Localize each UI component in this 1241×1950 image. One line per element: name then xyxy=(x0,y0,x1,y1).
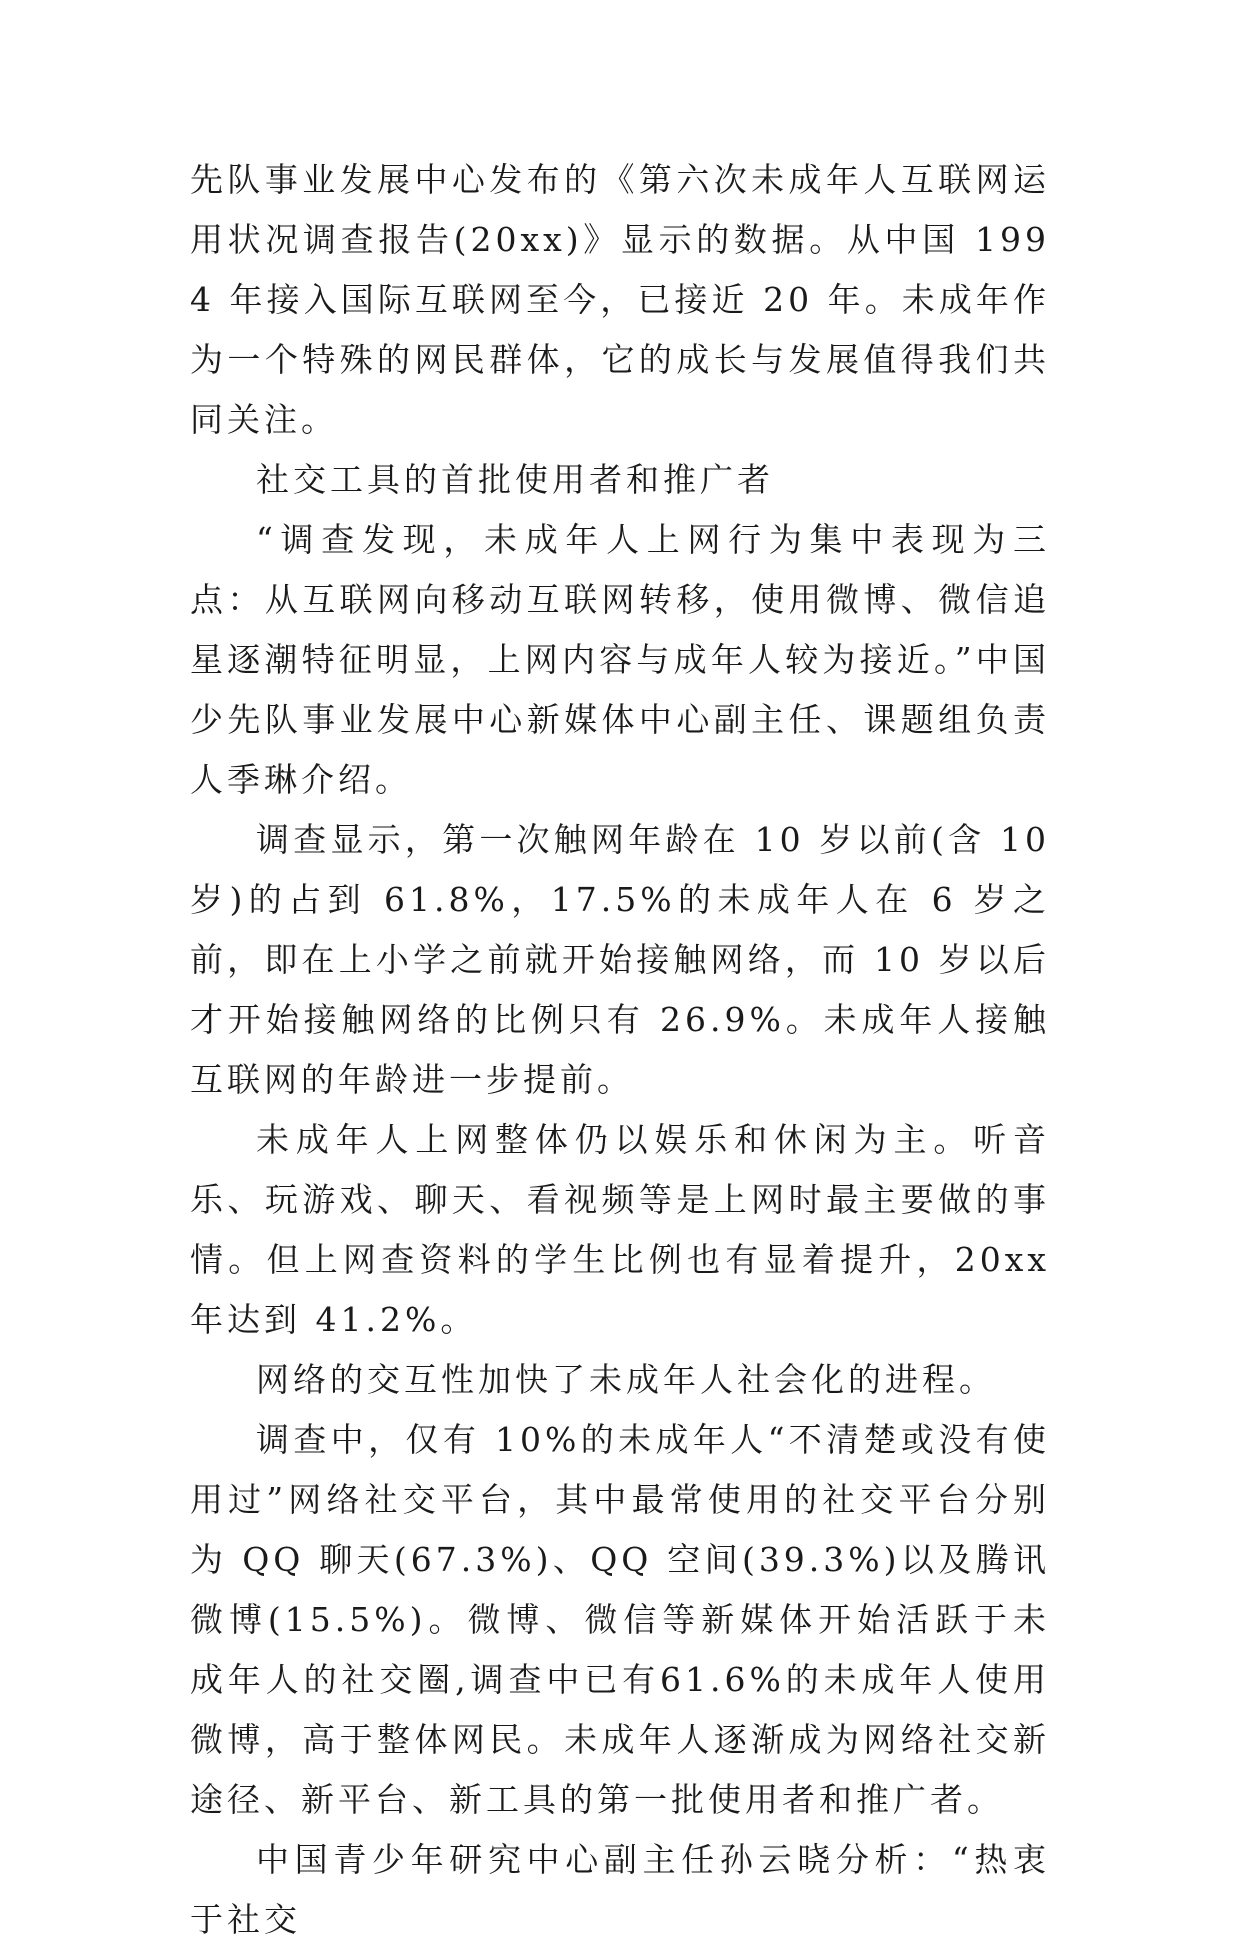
paragraph-continuation: 先队事业发展中心发布的《第六次未成年人互联网运用状况调查报告(20xx)》显示的数据。从中国 1994 年接入国际互联网至今，已接近 20 年。未成年作为一个特殊的网民群体，它的成长与发展值得我们共同关注。 xyxy=(190,160,1050,439)
paragraph-quote-survey-findings: “调查发现，未成年人上网行为集中表现为三点：从互联网向移动互联网转移，使用微博、微信追星逐潮特征明显，上网内容与成年人较为接近。”中国少先队事业发展中心新媒体中心副主任、课题组负责人季琳介绍。 xyxy=(190,520,1050,799)
document-body xyxy=(190,150,1050,1950)
section-heading: 社交工具的首批使用者和推广者 xyxy=(256,460,774,499)
paragraph-entertainment: 未成年人上网整体仍以娱乐和休闲为主。听音乐、玩游戏、聊天、看视频等是上网时最主要做的事情。但上网查资料的学生比例也有显着提升，20xx 年达到 41.2%。 xyxy=(190,1120,1050,1339)
paragraph-interactivity: 网络的交互性加快了未成年人社会化的进程。 xyxy=(256,1360,996,1399)
paragraph-first-contact-age: 调查显示，第一次触网年龄在 10 岁以前(含 10 岁)的占到 61.8%，17.5%的未成年人在 6 岁之前，即在上小学之前就开始接触网络，而 10 岁以后才开始接触网络的比例只有 26.9%。未成年人接触互联网的年龄进一步提前。 xyxy=(190,820,1050,1099)
paragraph-social-platforms: 调查中，仅有 10%的未成年人“不清楚或没有使用过”网络社交平台，其中最常使用的社交平台分别为 QQ 聊天(67.3%)、QQ 空间(39.3%)以及腾讯微博(15.5%)。微博、微信等新媒体开始活跃于未成年人的社交圈,调查中已有61.6%的未成年人使用微博，高于整体网民。未成年人逐渐成为网络社交新途径、新平台、新工具的第一批使用者和推广者。 xyxy=(190,1420,1050,1819)
paragraph-analysis-start: 中国青少年研究中心副主任孙云晓分析：“热衷于社交 xyxy=(190,1840,1050,1939)
